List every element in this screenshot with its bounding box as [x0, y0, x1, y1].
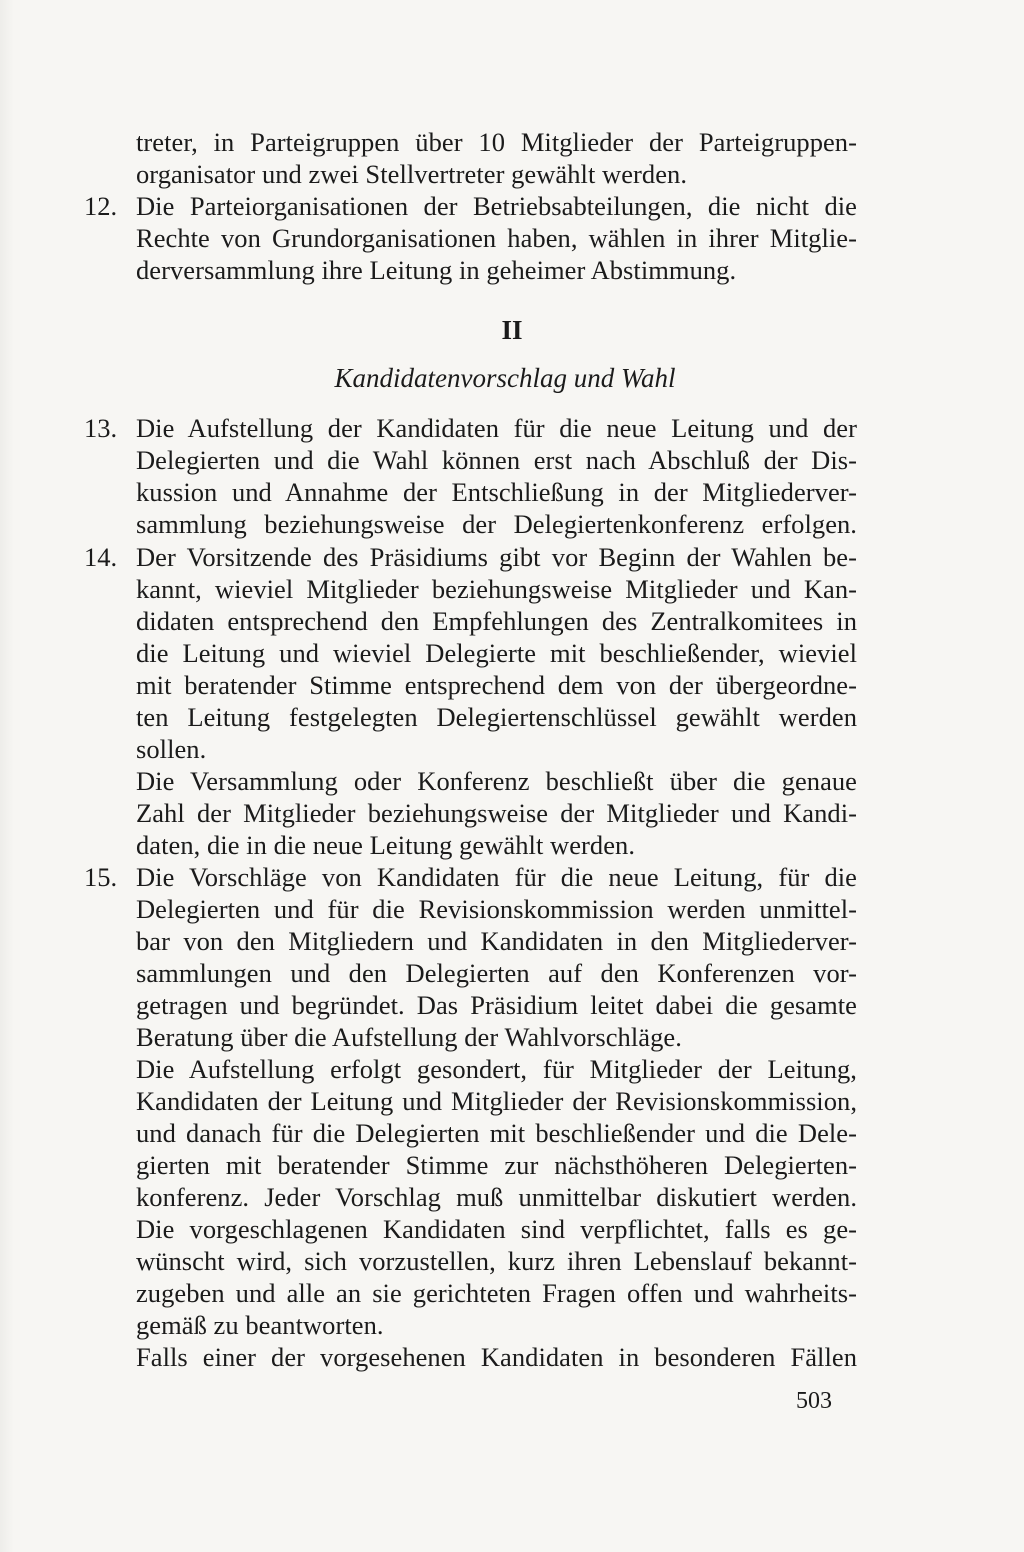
- text-line: daten, die in die neue Leitung gewählt werden.: [136, 830, 635, 860]
- text-line: derversammlung ihre Leitung in geheimer Abstimmung.: [136, 255, 737, 285]
- text-line: kannt, wieviel Mitglieder beziehungsweise Mitglieder und Kan-: [136, 574, 857, 604]
- text-line: treter, in Parteigruppen über 10 Mitglieder der Parteigruppen-: [136, 127, 857, 157]
- page-edge-shadow: [0, 0, 14, 1552]
- text-line: Beratung über die Aufstellung der Wahlvorschläge.: [136, 1022, 682, 1052]
- text-line: sammlungen und den Delegierten auf den Konferenzen vor-: [136, 958, 857, 988]
- text-line: wünscht wird, sich vorzustellen, kurz ihren Lebenslauf bekannt-: [136, 1246, 857, 1276]
- text-line: Delegierten und für die Revisionskommission werden unmittel-: [136, 894, 857, 924]
- text-line: ten Leitung festgelegten Delegiertenschlüssel gewählt werden: [136, 702, 857, 732]
- text-line: organisator und zwei Stellvertreter gewählt werden.: [136, 159, 688, 189]
- page-number: 503: [796, 1388, 832, 1414]
- text-line: Die Aufstellung erfolgt gesondert, für Mitglieder der Leitung,: [136, 1054, 857, 1084]
- section-number: 12.: [84, 191, 118, 221]
- text-line: Rechte von Grundorganisationen haben, wählen in ihrer Mitglie-: [136, 223, 857, 253]
- text-line: Der Vorsitzende des Präsidiums gibt vor Beginn der Wahlen be-: [136, 542, 857, 572]
- text-line: und danach für die Delegierten mit beschließender und die Dele-: [136, 1118, 857, 1148]
- chapter-number: II: [501, 315, 523, 345]
- text-line: gierten mit beratender Stimme zur nächsthöheren Delegierten-: [136, 1150, 857, 1180]
- text-line: Die Parteiorganisationen der Betriebsabteilungen, die nicht die: [136, 191, 857, 221]
- text-line: gemäß zu beantworten.: [136, 1310, 384, 1340]
- text-line: Kandidaten der Leitung und Mitglieder der Revisionskommission,: [136, 1086, 857, 1116]
- text-line: zugeben und alle an sie gerichteten Fragen offen und wahrheits-: [136, 1278, 857, 1308]
- text-line: bar von den Mitgliedern und Kandidaten in den Mitgliederver-: [136, 926, 857, 956]
- text-line: sollen.: [136, 734, 207, 764]
- text-line: Falls einer der vorgesehenen Kandidaten in besonderen Fällen: [136, 1342, 857, 1372]
- section-number: 14.: [84, 542, 118, 572]
- section-number: 13.: [84, 413, 118, 443]
- text-line: mit beratender Stimme entsprechend dem von der übergeordne-: [136, 670, 857, 700]
- text-line: Die Vorschläge von Kandidaten für die neue Leitung, für die: [136, 862, 857, 892]
- text-line: sammlung beziehungsweise der Delegiertenkonferenz erfolgen.: [136, 509, 857, 539]
- text-line: Zahl der Mitglieder beziehungsweise der Mitglieder und Kandi-: [136, 798, 857, 828]
- text-line: Die Versammlung oder Konferenz beschließt über die genaue: [136, 766, 857, 796]
- text-line: Die Aufstellung der Kandidaten für die neue Leitung und der: [136, 413, 857, 443]
- section-number: 15.: [84, 862, 118, 892]
- text-line: konferenz. Jeder Vorschlag muß unmittelbar diskutiert werden.: [136, 1182, 857, 1212]
- text-line: Delegierten und die Wahl können erst nach Abschluß der Dis-: [136, 445, 857, 475]
- text-line: Die vorgeschlagenen Kandidaten sind verpflichtet, falls es ge-: [136, 1214, 857, 1244]
- chapter-title: Kandidatenvorschlag und Wahl: [334, 363, 676, 393]
- text-line: die Leitung und wieviel Delegierte mit beschließender, wieviel: [136, 638, 857, 668]
- text-line: kussion und Annahme der Entschließung in der Mitgliederver-: [136, 477, 857, 507]
- text-line: getragen und begründet. Das Präsidium leitet dabei die gesamte: [136, 990, 857, 1020]
- text-line: didaten entsprechend den Empfehlungen des Zentralkomitees in: [136, 606, 857, 636]
